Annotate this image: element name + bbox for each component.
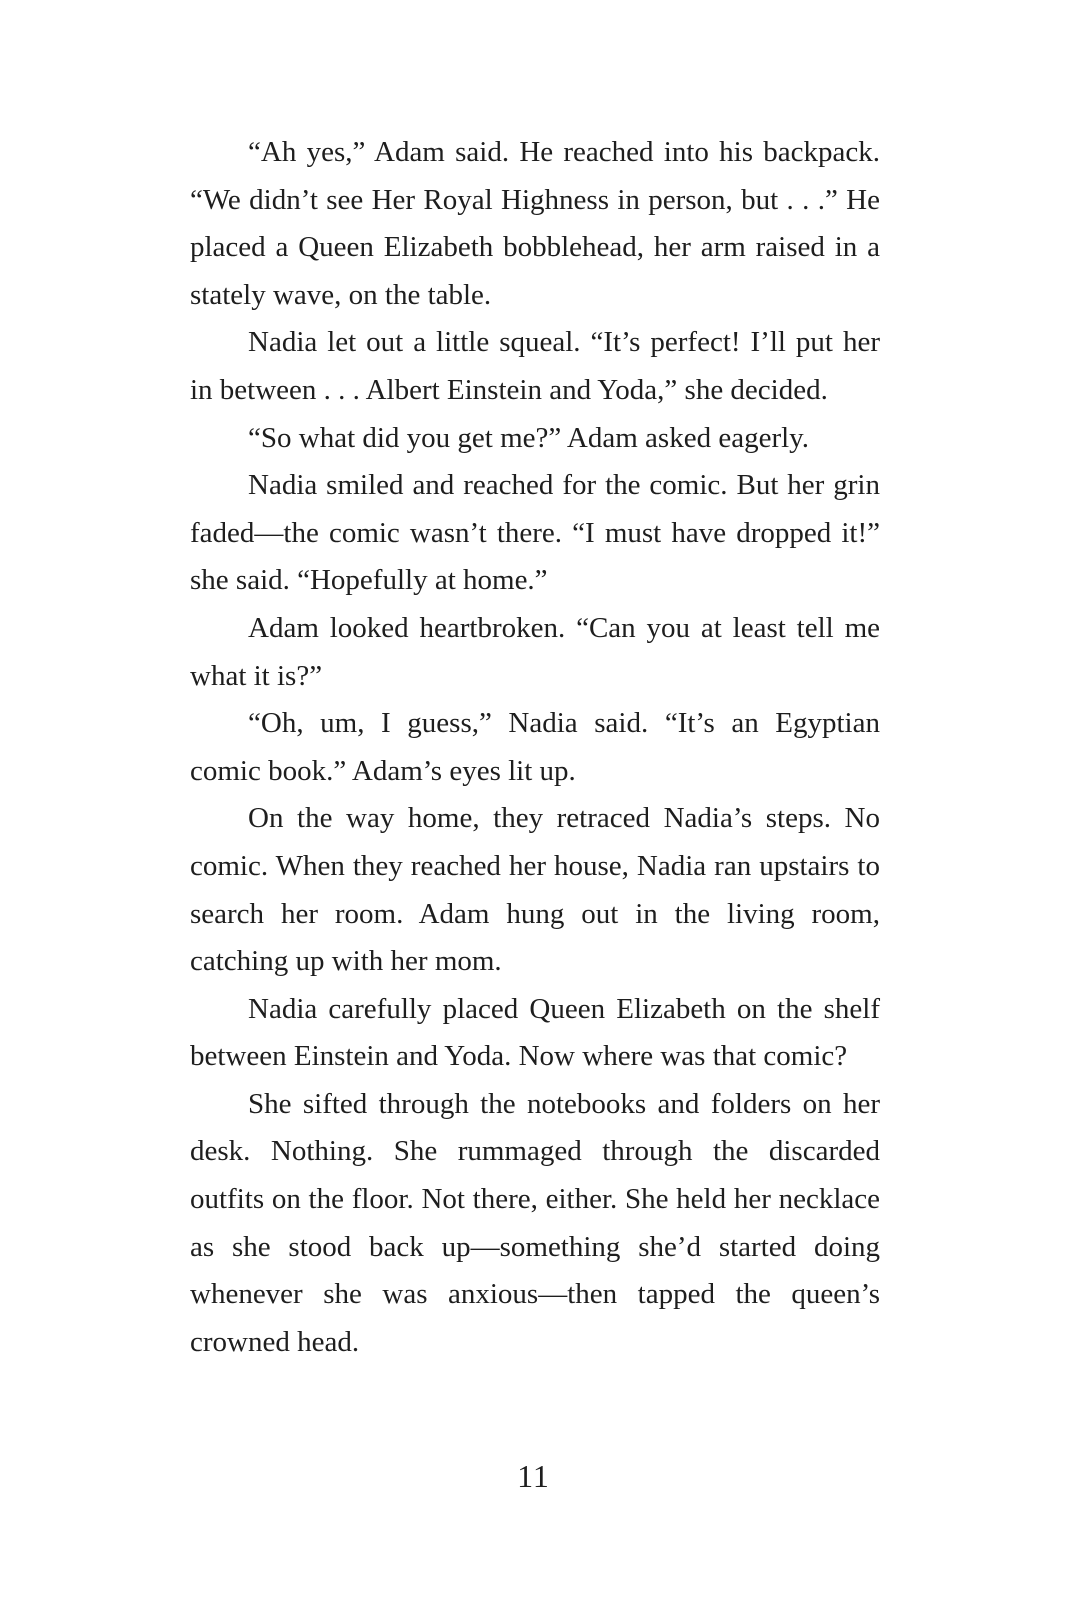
paragraph-6: “Oh, um, I guess,” Nadia said. “It’s an Egyptian comic book.” Adam’s eyes lit up. bbox=[190, 707, 880, 787]
paragraph-2: Nadia let out a little squeal. “It’s perfect! I’ll put her in between . . . Albert Einstein and Yoda,” she decided. bbox=[190, 326, 880, 406]
paragraph-5: Adam looked heartbroken. “Can you at least tell me what it is?” bbox=[190, 611, 880, 692]
paragraph-1: “Ah yes,” Adam said. He reached into his backpack. “We didn’t see Her Royal Highness in person, but . . .” He placed a Queen Elizabeth bobblehead, her arm raised in a stately wave, on the table. bbox=[190, 136, 880, 311]
paragraph-3: “So what did you get me?” Adam asked eagerly. bbox=[248, 421, 810, 454]
paragraph-4: Nadia smiled and reached for the comic. But her grin faded—the comic wasn’t there. “I must have dropped it!” she said. “Hopefully at home.” bbox=[190, 469, 880, 597]
paragraph-8: Nadia carefully placed Queen Elizabeth on the shelf between Einstein and Yoda. Now where was that comic? bbox=[190, 992, 880, 1073]
paragraph-7: On the way home, they retraced Nadia’s steps. No comic. When they reached her house, Nadia ran upstairs to search her room. Adam hung out in the living room, catching up with her mom. bbox=[190, 802, 880, 978]
page-body bbox=[190, 129, 880, 1366]
paragraph-9: She sifted through the notebooks and folders on her desk. Nothing. She rummaged through the discarded outfits on the floor. Not there, either. She held her necklace as she stood back up—something she’d started doing whenever she was anxious—then tapped the queen’s crowned head. bbox=[190, 1087, 880, 1358]
page-number: 11 bbox=[517, 1458, 550, 1494]
